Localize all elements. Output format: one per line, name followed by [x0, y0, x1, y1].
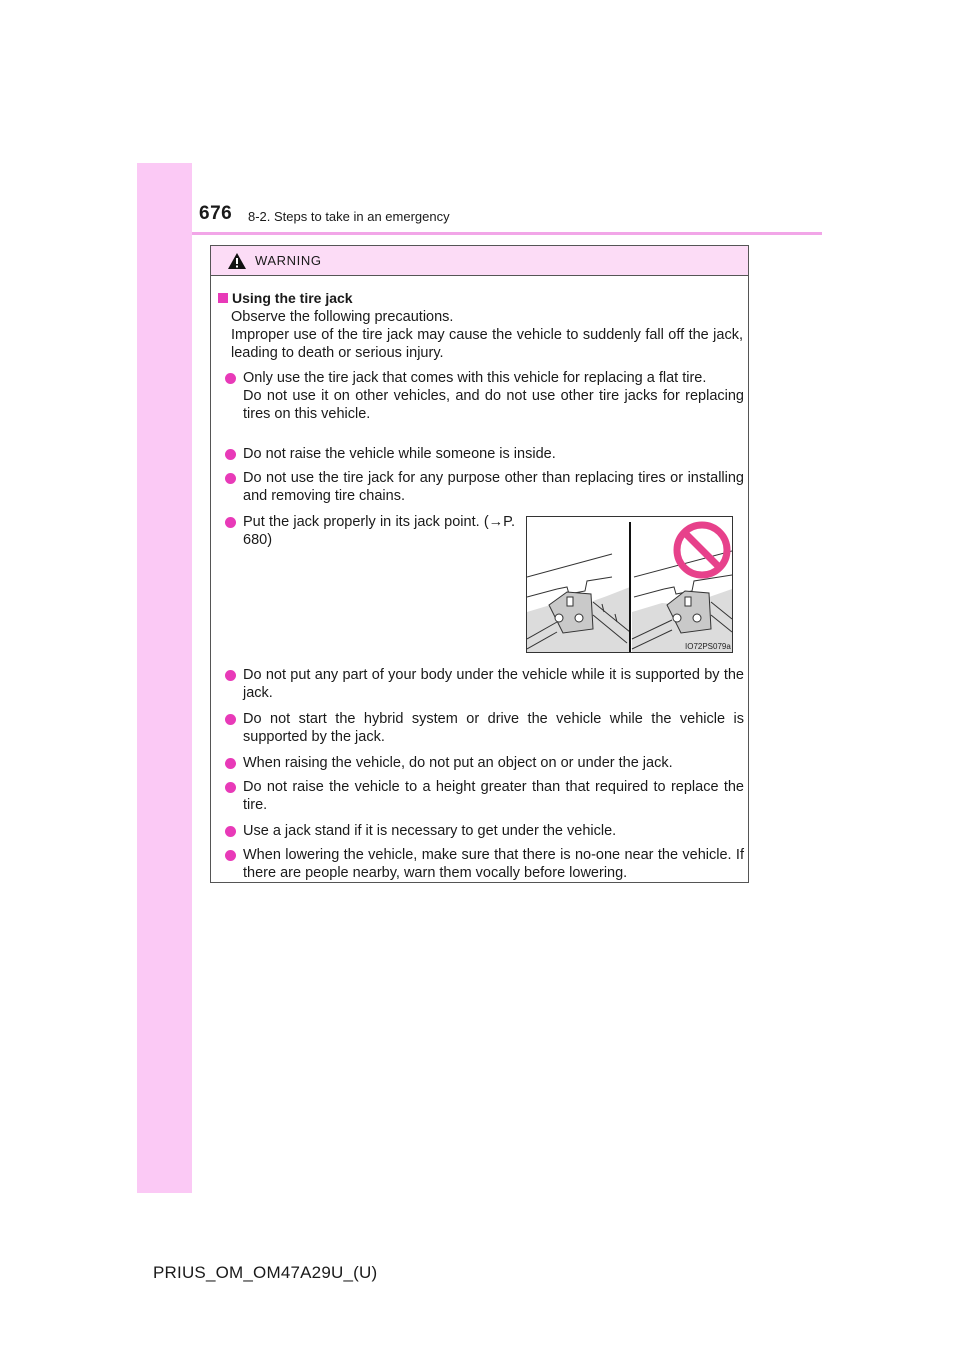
bullet-dot-icon: [225, 373, 236, 384]
bullet-item: [225, 513, 515, 549]
bullet-line: Do not raise the vehicle while someone is inside.: [243, 446, 556, 462]
bullet-line: Do not start the hybrid system or drive the vehicle while the vehicle is supported by the jack.: [243, 711, 744, 745]
side-strip: [137, 163, 192, 1193]
bullet-dot-icon: [225, 850, 236, 861]
bullet-dot-icon: [225, 826, 236, 837]
warning-heading: [218, 290, 353, 306]
bullet-dot-icon: [225, 473, 236, 484]
bullet-line: When lowering the vehicle, make sure that there is no-one near the vehicle. If there are people nearby, warn them vocally before lowering.: [243, 847, 744, 881]
header-rule: [192, 232, 822, 235]
bullet-line: Do not raise the vehicle to a height greater than that required to replace the tire.: [243, 779, 744, 813]
intro-line: Improper use of the tire jack may cause the vehicle to suddenly fall off the jack, leading to death or serious injury.: [231, 327, 743, 361]
bullet-item: [225, 846, 744, 882]
warning-label: WARNING: [255, 253, 322, 268]
bullet-item: [225, 754, 744, 772]
bullet-item: [225, 666, 744, 702]
bullet-item: [225, 778, 744, 814]
document-code: PRIUS_OM_OM47A29U_(U): [153, 1263, 378, 1282]
bullet-item: [225, 710, 744, 746]
bullet-line: Do not use it on other vehicles, and do not use other tire jacks for replacing tires on this vehicle.: [243, 388, 744, 422]
bullet-line: Put the jack properly in its jack point. (→P. 680): [243, 514, 515, 548]
heading-square-icon: [218, 293, 228, 303]
bullet-dot-icon: [225, 517, 236, 528]
bullet-dot-icon: [225, 670, 236, 681]
bullet-item: [225, 445, 744, 463]
heading-text: Using the tire jack: [232, 290, 353, 306]
bullet-dot-icon: [225, 758, 236, 769]
warning-triangle-icon: [227, 252, 247, 270]
bullet-line: Only use the tire jack that comes with this vehicle for replacing a flat tire.: [243, 370, 707, 386]
bullet-line: Do not use the tire jack for any purpose other than replacing tires or installing and removing tire chains.: [243, 470, 744, 504]
bullet-item: [225, 822, 744, 840]
intro-line: Observe the following precautions.: [231, 309, 454, 325]
bullet-line: Use a jack stand if it is necessary to get under the vehicle.: [243, 823, 617, 839]
bullet-line: When raising the vehicle, do not put an object on or under the jack.: [243, 755, 673, 771]
bullet-item: [225, 469, 744, 505]
jack-point-illustration: [526, 516, 733, 653]
bullet-item: [225, 369, 744, 423]
warning-box: [210, 245, 749, 883]
bullet-dot-icon: [225, 449, 236, 460]
bullet-dot-icon: [225, 714, 236, 725]
bullet-line: Do not put any part of your body under the vehicle while it is supported by the jack.: [243, 667, 744, 701]
page-number: 676: [199, 203, 233, 224]
bullet-dot-icon: [225, 782, 236, 793]
warning-header: [211, 246, 748, 276]
figure-code: IO72PS079a: [685, 642, 731, 651]
section-title: 8-2. Steps to take in an emergency: [248, 209, 450, 224]
